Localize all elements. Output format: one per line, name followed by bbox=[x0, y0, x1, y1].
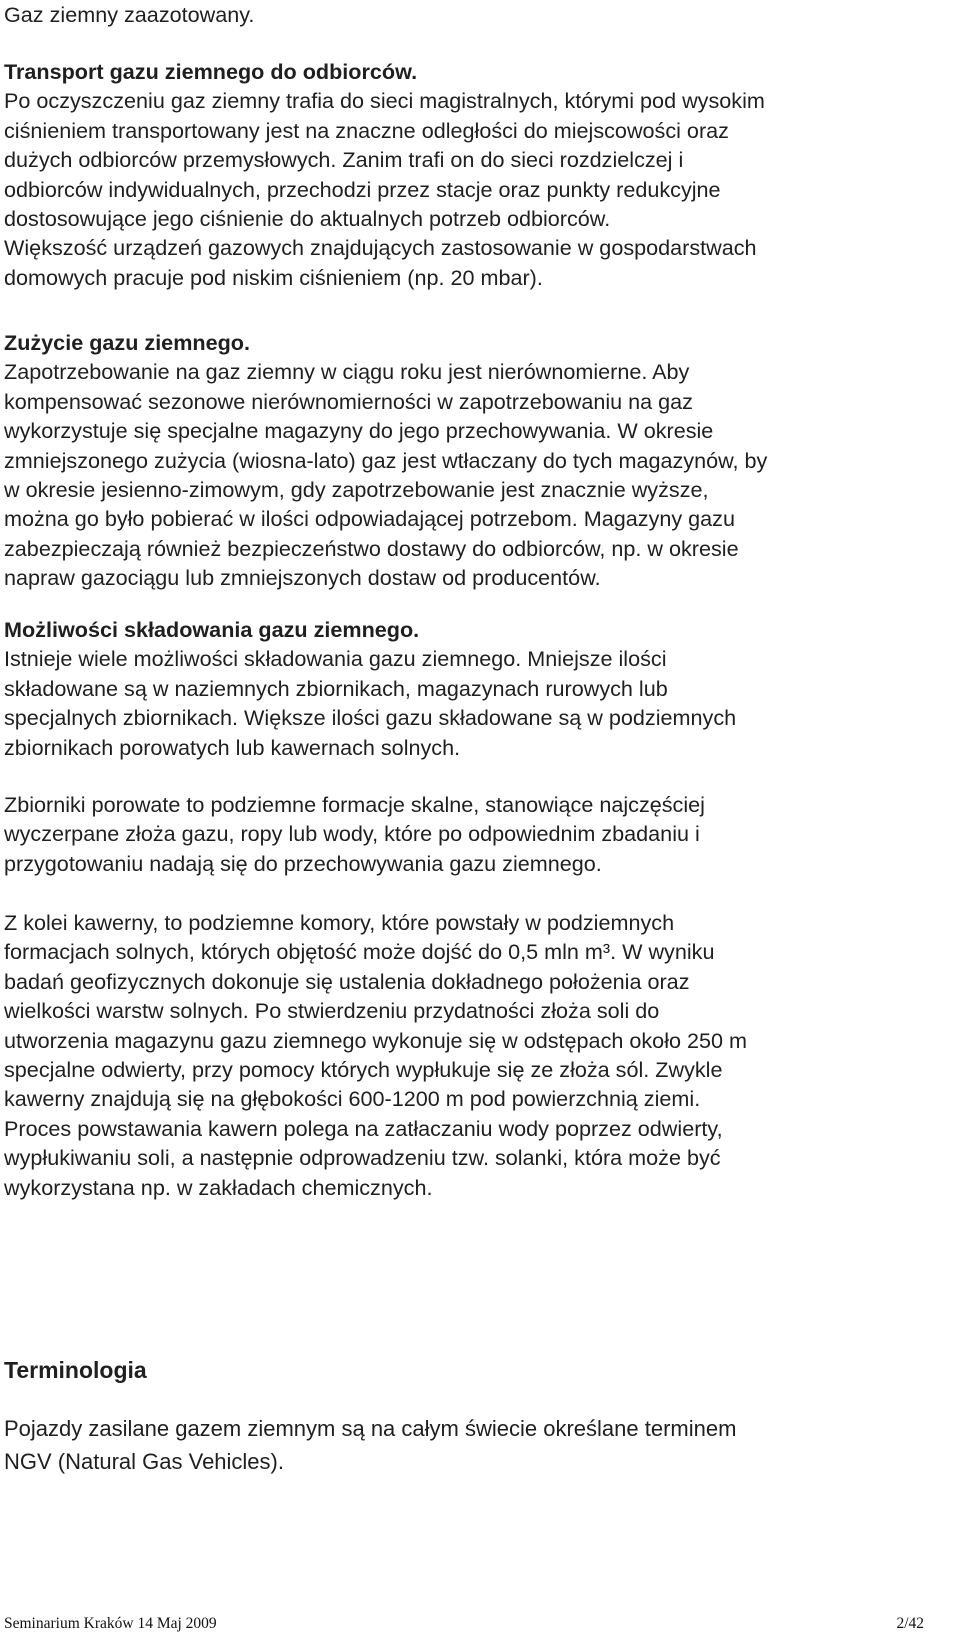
paragraph-line: badań geofizycznych dokonuje się ustalenia dokładnego położenia oraz bbox=[4, 968, 690, 994]
paragraph-line: dostosowujące jego ciśnienie do aktualnych potrzeb odbiorców. bbox=[4, 205, 611, 231]
paragraph-line: wypłukiwaniu soli, a następnie odprowadzeniu tzw. solanki, która może być bbox=[4, 1145, 721, 1171]
paragraph-salt-caverns bbox=[4, 908, 944, 1202]
paragraph-line: składowane są w naziemnych zbiornikach, magazynach rurowych lub bbox=[4, 675, 668, 701]
intro-text bbox=[4, 0, 944, 29]
footer-seminar-label: Seminarium Kraków 14 Maj 2009 bbox=[4, 1615, 217, 1632]
paragraph-line: można go było pobierać w ilości odpowiadającej potrzebom. Magazyny gazu bbox=[4, 506, 735, 532]
paragraph-line: przygotowaniu nadają się do przechowywania gazu ziemnego. bbox=[4, 850, 602, 876]
paragraph-line: Istnieje wiele możliwości składowania gazu ziemnego. Mniejsze ilości bbox=[4, 646, 667, 672]
paragraph-line: specjalne odwierty, przy pomocy których wypłukuje się ze złoża sól. Zwykle bbox=[4, 1056, 723, 1082]
paragraph-line: kompensować sezonowe nierównomierności w zapotrzebowaniu na gaz bbox=[4, 388, 693, 414]
footer-page-number: 2/42 bbox=[896, 1615, 924, 1632]
paragraph-line: napraw gazociągu lub zmniejszonych dostaw od producentów. bbox=[4, 565, 601, 591]
paragraph-line: Zbiorniki porowate to podziemne formacje skalne, stanowiące najczęściej bbox=[4, 792, 705, 817]
paragraph-line: zmniejszonego zużycia (wiosna-lato) gaz jest wtłaczany do tych magazynów, by bbox=[4, 447, 768, 473]
paragraph-line: Z kolei kawerny, to podziemne komory, które powstały w podziemnych bbox=[4, 910, 675, 935]
paragraph-line: wielkości warstw solnych. Po stwierdzeniu przydatności złoża soli do bbox=[4, 998, 660, 1024]
section-transport bbox=[4, 57, 944, 292]
paragraph-line: wykorzystuje się specjalne magazyny do jego przechowywania. W okresie bbox=[4, 418, 714, 444]
section-usage bbox=[4, 328, 944, 593]
paragraph-line: Proces powstawania kawern polega na zatłaczaniu wody poprzez odwierty, bbox=[4, 1115, 723, 1141]
paragraph-line: NGV (Natural Gas Vehicles). bbox=[4, 1449, 284, 1474]
paragraph-line: domowych pracuje pod niskim ciśnieniem (np. 20 mbar). bbox=[4, 264, 543, 290]
paragraph-line: zabezpieczają również bezpieczeństwo dostawy do odbiorców, np. w okresie bbox=[4, 535, 739, 561]
paragraph-line: zbiornikach porowatych lub kawernach solnych. bbox=[4, 734, 461, 760]
paragraph-line: Większość urządzeń gazowych znajdujących zastosowanie w gospodarstwach bbox=[4, 235, 757, 261]
paragraph-line: formacjach solnych, których objętość może dojść do 0,5 mln m³. W wyniku bbox=[4, 939, 715, 965]
intro-line: Gaz ziemny zaazotowany. bbox=[4, 2, 255, 27]
section-heading-storage: Możliwości składowania gazu ziemnego. bbox=[4, 617, 420, 642]
section-storage bbox=[4, 615, 944, 762]
paragraph-line: dużych odbiorców przemysłowych. Zanim trafi on do sieci rozdzielczej i bbox=[4, 147, 684, 173]
section-heading-transport: Transport gazu ziemnego do odbiorców. bbox=[4, 59, 418, 84]
paragraph-line: wyczerpane złoża gazu, ropy lub wody, które po odpowiednim zbadaniu i bbox=[4, 821, 700, 847]
paragraph-line: w okresie jesienno-zimowym, gdy zapotrzebowanie jest znacznie wyższe, bbox=[4, 476, 709, 502]
paragraph-porous-reservoirs bbox=[4, 790, 944, 878]
paragraph-line: Zapotrzebowanie na gaz ziemny w ciągu roku jest nierównomierne. Aby bbox=[4, 359, 690, 385]
paragraph-line: Pojazdy zasilane gazem ziemnym są na całym świecie określane terminem bbox=[4, 1416, 737, 1441]
paragraph-line: kawerny znajdują się na głębokości 600-1200 m pod powierzchnią ziemi. bbox=[4, 1086, 701, 1112]
paragraph-line: specjalnych zbiornikach. Większe ilości gazu składowane są w podziemnych bbox=[4, 705, 737, 731]
paragraph-line: ciśnieniem transportowany jest na znaczne odległości do miejscowości oraz bbox=[4, 117, 729, 143]
terminology-heading: Terminologia bbox=[4, 1357, 147, 1383]
paragraph-line: utworzenia magazynu gazu ziemnego wykonuje się w odstępach około 250 m bbox=[4, 1027, 748, 1053]
paragraph-line: Po oczyszczeniu gaz ziemny trafia do sieci magistralnych, którymi pod wysokim bbox=[4, 88, 765, 114]
terminology-paragraph bbox=[4, 1412, 736, 1478]
section-heading-usage: Zużycie gazu ziemnego. bbox=[4, 330, 250, 355]
paragraph-line: odbiorców indywidualnych, przechodzi przez stacje oraz punkty redukcyjne bbox=[4, 176, 721, 202]
paragraph-line: wykorzystana np. w zakładach chemicznych. bbox=[4, 1174, 433, 1200]
